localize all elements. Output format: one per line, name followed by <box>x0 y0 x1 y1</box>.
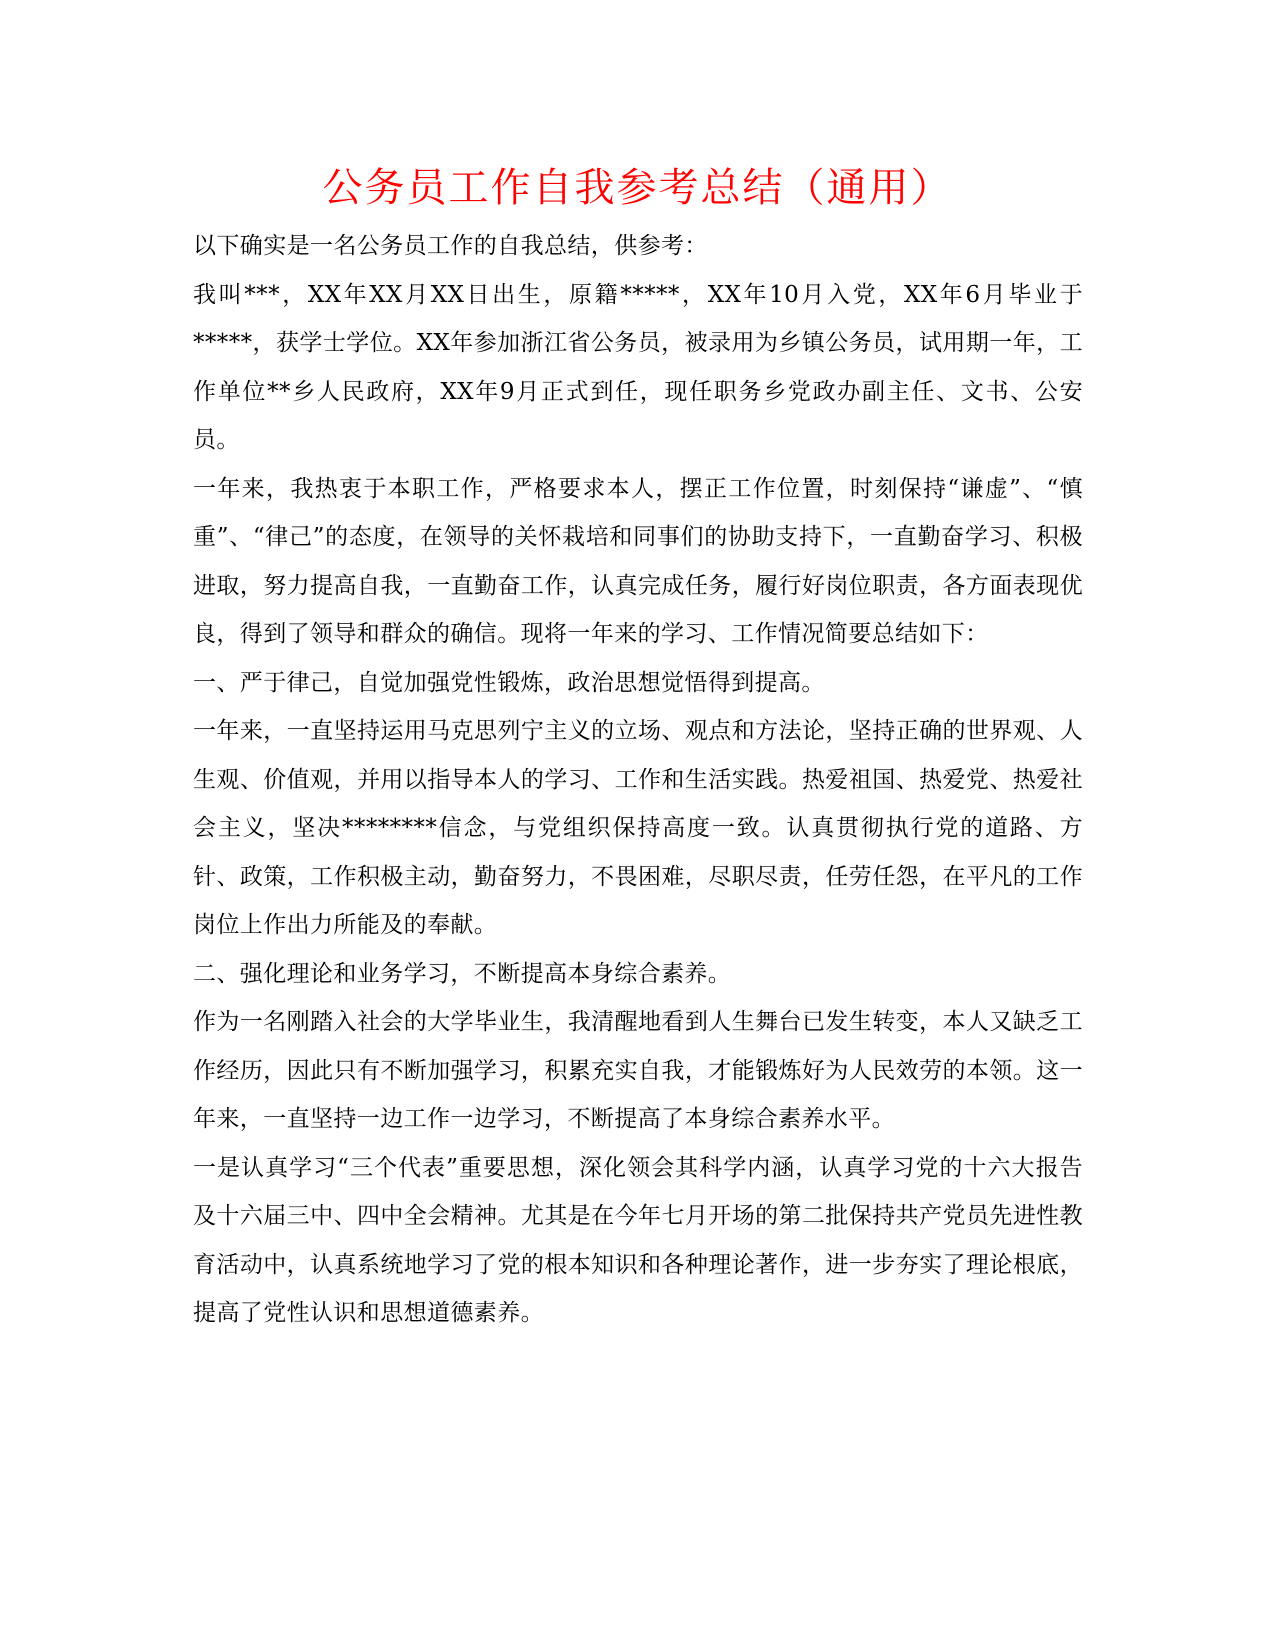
section-heading-1: 一、严于律己，自觉加强党性锻炼，政治思想觉悟得到提高。 <box>193 669 825 696</box>
document-body <box>193 222 1083 1338</box>
paragraph-learning: 作为一名刚踏入社会的大学毕业生，我清醒地看到人生舞台已发生转变，本人又缺乏工作经历，因此只有不断加强学习，积累充实自我，才能锻炼好为人民效劳的本领。这一年来，一直坚持一边工作一边学习，不断提高了本身综合素养水平。 <box>193 1009 1083 1132</box>
paragraph-personal-info: 我叫***，XX年XX月XX日出生，原籍*****，XX年10月入党，XX年6月毕业于*****，获学士学位。XX年参加浙江省公务员，被录用为乡镇公务员，试用期一年，工作单位**乡人民政府，XX年9月正式到任，现任职务乡党政办副主任、文书、公安员。 <box>193 281 1083 453</box>
paragraph-overview: 一年来，我热衷于本职工作，严格要求本人，摆正工作位置，时刻保持“谦虚”、“慎重”、“律己”的态度，在领导的关怀栽培和同事们的协助支持下，一直勤奋学习、积极进取，努力提高自我，一直勤奋工作，认真完成任务，履行好岗位职责，各方面表现优良，得到了领导和群众的确信。现将一年来的学习、工作情况简要总结如下： <box>193 475 1083 647</box>
section-heading-2: 二、强化理论和业务学习，不断提高本身综合素养。 <box>193 960 732 987</box>
paragraph-theory-study: 一是认真学习“三个代表”重要思想，深化领会其科学内涵，认真学习党的十六大报告及十六届三中、四中全会精神。尤其是在今年七月开场的第二批保持共产党员先进性教育活动中，认真系统地学习了党的根本知识和各种理论著作，进一步夯实了理论根底，提高了党性认识和思想道德素养。 <box>193 1154 1083 1326</box>
paragraph-intro: 以下确实是一名公务员工作的自我总结，供参考： <box>193 233 708 259</box>
paragraph-political: 一年来，一直坚持运用马克思列宁主义的立场、观点和方法论，坚持正确的世界观、人生观、价值观，并用以指导本人的学习、工作和生活实践。热爱祖国、热爱党、热爱社会主义，坚决********信念，与党组织保持高度一致。认真贯彻执行党的道路、方针、政策，工作积极主动，勤奋努力，不畏困难，尽职尽责，任劳任怨，在平凡的工作岗位上作出力所能及的奉献。 <box>193 718 1083 938</box>
document-title: 公务员工作自我参考总结（通用） <box>322 165 953 211</box>
